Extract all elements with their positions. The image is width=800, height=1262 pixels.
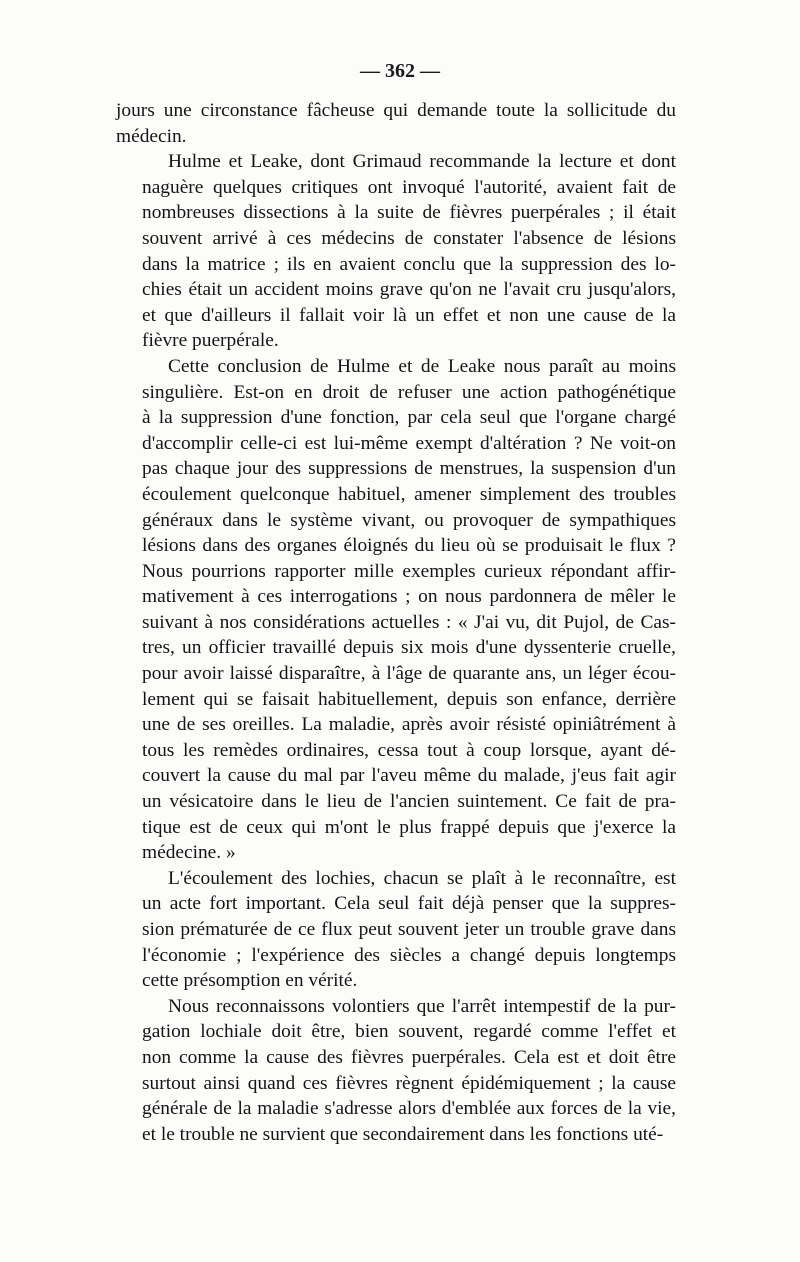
text-line: L'écoulement des lochies, chacun se plaît à le reconnaître, est: [168, 867, 676, 889]
text-line: et le trouble ne survient que secondairement dans les fonctions uté-: [142, 1123, 664, 1145]
text-line: Cette conclusion de Hulme et de Leake nous paraît au moins: [168, 355, 676, 377]
text-line: dans la matrice ; ils en avaient conclu que la suppression des lo-: [142, 253, 676, 275]
page-number: — 362 —: [360, 60, 440, 82]
text-line: Hulme et Leake, dont Grimaud recommande la lecture et dont: [168, 151, 676, 173]
text-line: médecine. »: [142, 842, 236, 864]
text-line: surtout ainsi quand ces fièvres règnent épidémiquement ; la cause: [142, 1072, 676, 1094]
text-line: cette présomption en vérité.: [142, 970, 358, 992]
text-line: une de ses oreilles. La maladie, après avoir résisté opiniâtrément à: [142, 714, 676, 736]
text-line: Nous pourrions rapporter mille exemples curieux répondant affir-: [142, 560, 676, 582]
text-line: écoulement quelconque habituel, amener simplement des troubles: [142, 483, 676, 505]
text-line: tique est de ceux qui m'ont le plus frappé depuis que j'exerce la: [142, 816, 676, 838]
paragraph: [116, 866, 676, 994]
text-line: un acte fort important. Cela seul fait déjà penser que la suppres-: [142, 893, 676, 915]
text-line: un vésicatoire dans le lieu de l'ancien suintement. Ce fait de pra-: [142, 791, 676, 813]
paragraph: [116, 354, 676, 866]
text-line: tous les remèdes ordinaires, cessa tout à coup lorsque, ayant dé-: [142, 739, 676, 761]
text-line: naguère quelques critiques ont invoqué l'autorité, avaient fait de: [142, 176, 676, 198]
text-line: et que d'ailleurs il fallait voir là un effet et non une cause de la: [142, 304, 676, 326]
text-line: pas chaque jour des suppressions de menstrues, la suspension d'un: [142, 458, 676, 480]
text-line: d'accomplir celle-ci est lui-même exempt d'altération ? Ne voit-on: [142, 432, 676, 454]
text-line: générale de la maladie s'adresse alors d'emblée aux forces de la vie,: [142, 1098, 676, 1120]
text-line: Nous reconnaissons volontiers que l'arrêt intempestif de la pur-: [168, 995, 676, 1017]
text-line: mativement à ces interrogations ; on nous pardonnera de mêler le: [142, 586, 676, 608]
text-line: nombreuses dissections à la suite de fièvres puerpérales ; il était: [142, 202, 676, 224]
text-line: non comme la cause des fièvres puerpérales. Cela est et doit être: [142, 1046, 676, 1068]
text-line: gation lochiale doit être, bien souvent, regardé comme l'effet et: [142, 1021, 676, 1043]
text-line: généraux dans le système vivant, ou provoquer de sympathiques: [142, 509, 676, 531]
text-line: lement qui se faisait habituellement, depuis son enfance, derrière: [142, 688, 676, 710]
body-text: [116, 98, 676, 1147]
paragraph: [116, 994, 676, 1148]
text-line: médecin.: [116, 125, 187, 147]
text-line: couvert la cause du mal par l'aveu même du malade, j'eus fait agir: [142, 765, 676, 787]
text-line: chies était un accident moins grave qu'on ne l'avait cru jusqu'alors,: [142, 279, 676, 301]
text-line: jours une circonstance fâcheuse qui demande toute la sollicitude du: [116, 100, 676, 121]
text-line: suivant à nos considérations actuelles : « J'ai vu, dit Pujol, de Cas-: [142, 611, 676, 633]
text-line: lésions dans des organes éloignés du lieu où se produisait le flux ?: [142, 535, 676, 557]
paragraph: [116, 149, 676, 354]
text-line: sion prématurée de ce flux peut souvent jeter un trouble grave dans: [142, 919, 676, 940]
text-line: à la suppression d'une fonction, par cela seul que l'organe chargé: [142, 407, 676, 429]
text-line: pour avoir laissé disparaître, à l'âge de quarante ans, un léger écou-: [142, 663, 676, 685]
text-line: singulière. Est-on en droit de refuser une action pathogénétique: [142, 381, 676, 403]
paragraph: [116, 98, 676, 149]
text-line: tres, un officier travaillé depuis six mois d'une dyssenterie cruelle,: [142, 637, 676, 659]
text-line: l'économie ; l'expérience des siècles a changé depuis longtemps: [142, 944, 676, 966]
text-line: fièvre puerpérale.: [142, 330, 279, 352]
text-line: souvent arrivé à ces médecins de constater l'absence de lésions: [142, 227, 676, 249]
